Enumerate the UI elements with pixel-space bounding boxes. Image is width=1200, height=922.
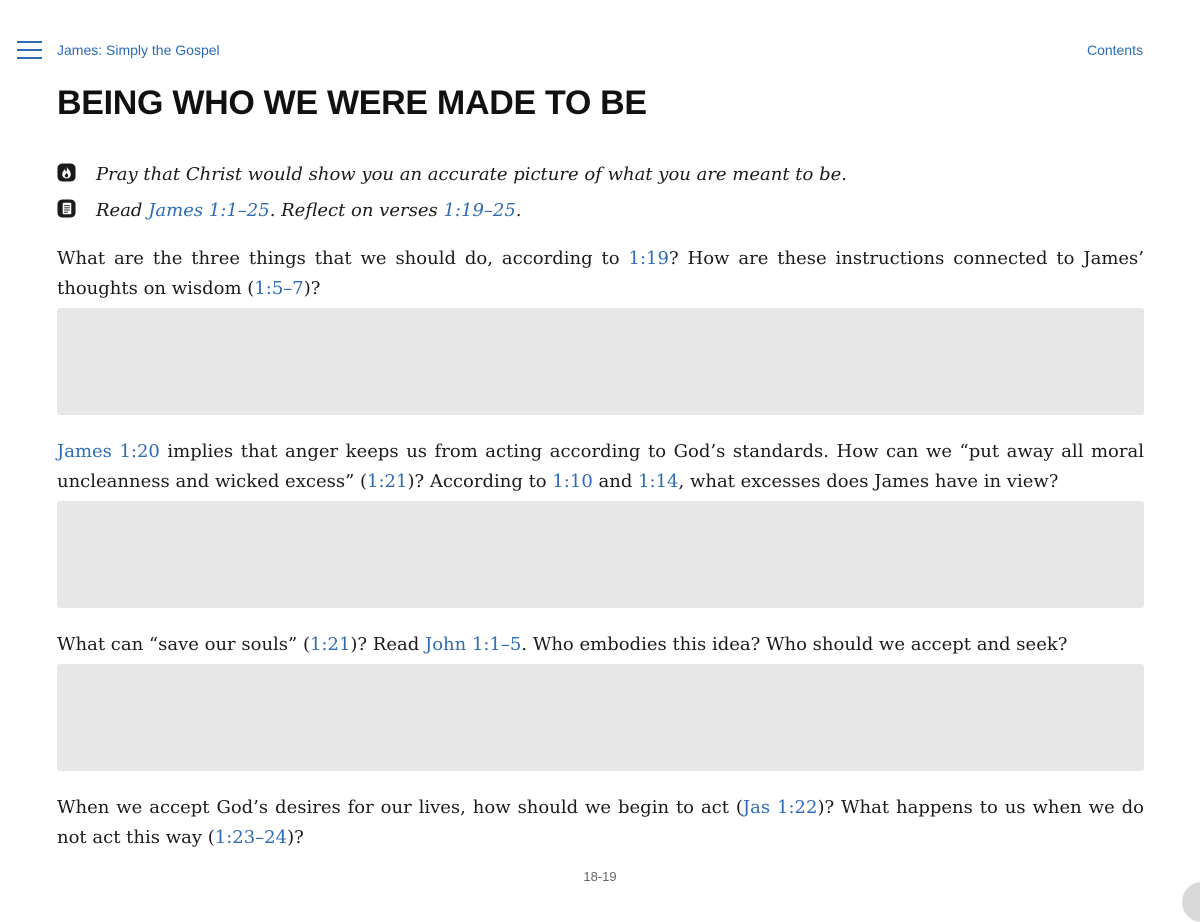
page-number: 18-19 <box>583 869 617 884</box>
hamburger-menu-icon[interactable] <box>17 40 42 60</box>
question-3 <box>57 630 1144 660</box>
page-corner-handle[interactable] <box>1182 882 1200 922</box>
scripture-link-1-14[interactable]: 1:14 <box>638 471 679 492</box>
read-text-prefix: Read <box>96 200 149 221</box>
book-icon <box>57 199 76 218</box>
scripture-link-james-1-1-25[interactable]: James 1:1–25 <box>148 200 270 221</box>
answer-box-3[interactable] <box>57 664 1144 771</box>
scripture-link-1-21[interactable]: 1:21 <box>309 634 351 655</box>
scripture-link-1-5-7[interactable]: 1:5–7 <box>254 278 304 299</box>
question-text: )? Read <box>350 634 425 655</box>
scripture-link-1-19[interactable]: 1:19 <box>628 248 669 269</box>
question-2 <box>57 437 1144 497</box>
flame-icon <box>57 163 76 182</box>
scripture-link-john-1-1-5[interactable]: John 1:1–5 <box>424 634 522 655</box>
page-title: BEING WHO WE WERE MADE TO BE <box>57 84 647 122</box>
book-title-link[interactable]: James: Simply the Gospel <box>57 42 220 58</box>
question-text: What can “save our souls” ( <box>57 634 310 655</box>
scripture-link-jas-1-22[interactable]: Jas 1:22 <box>742 797 818 818</box>
question-text: , what excesses does James have in view? <box>678 471 1059 492</box>
study-content <box>57 158 1144 853</box>
scripture-link-james-1-20[interactable]: James 1:20 <box>57 441 160 462</box>
question-text: )? According to <box>407 471 553 492</box>
scripture-link-1-23-24[interactable]: 1:23–24 <box>214 827 288 848</box>
question-text: )? What happens to us when we do not act this way ( <box>57 797 1145 848</box>
scripture-link-1-21[interactable]: 1:21 <box>367 471 408 492</box>
question-text: . Who embodies this idea? Who should we accept and seek? <box>521 634 1068 655</box>
question-text: )? <box>303 278 321 299</box>
pray-text: Pray that Christ would show you an accurate picture of what you are meant to be. <box>96 164 847 185</box>
question-text: )? <box>287 827 304 848</box>
question-4 <box>57 793 1144 853</box>
answer-box-1[interactable] <box>57 308 1144 415</box>
read-instruction <box>57 194 1144 230</box>
question-text: implies that anger keeps us from acting according to God’s standards. How can we “put away all moral uncleanness and wicked excess” ( <box>57 441 1144 492</box>
scripture-link-1-10[interactable]: 1:10 <box>552 471 593 492</box>
question-text: and <box>592 471 639 492</box>
question-text: When we accept God’s desires for our lives, how should we begin to act ( <box>57 797 743 818</box>
contents-link[interactable]: Contents <box>1086 42 1143 58</box>
read-text-suffix: . <box>515 200 522 221</box>
question-text: ? How are these instructions connected to James’ thoughts on wisdom ( <box>57 248 1145 299</box>
question-1 <box>57 244 1144 304</box>
pray-instruction <box>57 158 1144 194</box>
read-text-mid: . Reflect on verses <box>269 200 444 221</box>
question-text: What are the three things that we should do, according to <box>57 248 629 269</box>
answer-box-2[interactable] <box>57 501 1144 608</box>
scripture-link-1-19-25[interactable]: 1:19–25 <box>443 200 516 221</box>
